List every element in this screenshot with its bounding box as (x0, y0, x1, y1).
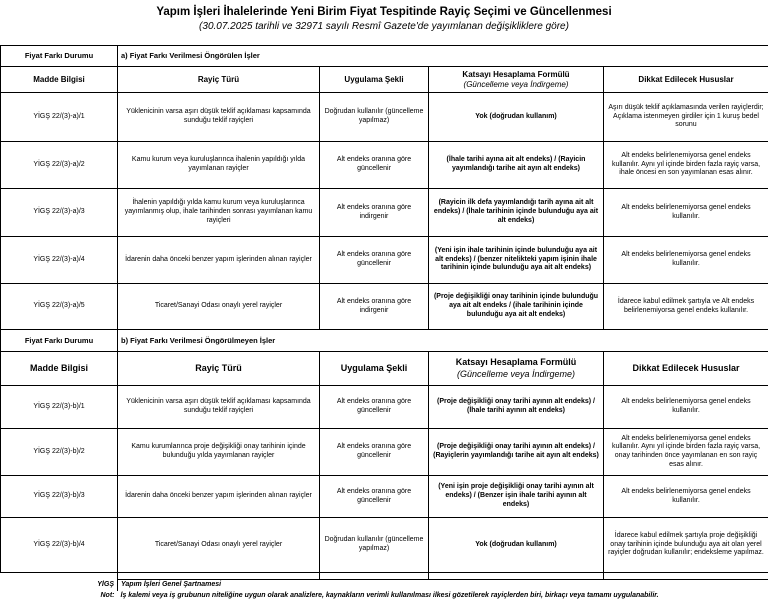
status-label: Fiyat Farkı Durumu (1, 46, 118, 67)
cell-dikkat: Alt endeks belirlenemiyorsa genel endeks kullanılır. Aynı yıl içinde birden fazla rayiç varsa, ihale öncesi en son yayımlanan esas alınır. (604, 142, 768, 189)
cell-rayic: Kamu kurumlarınca proje değişikliği onay tarihinin içinde bulunduğu yılda yayımlanan rayiçler (118, 429, 320, 476)
table-row (1, 189, 768, 237)
cell-uygulama: Alt endeks oranına göre indirgenir (320, 284, 429, 330)
cell-uygulama: Alt endeks oranına göre güncellenir (320, 476, 429, 518)
cell-rayic: İdarenin daha önceki benzer yapım işlerinden alınan rayiçler (118, 237, 320, 284)
table-row (1, 518, 768, 573)
cell-dikkat: İdarece kabul edilmek şartıyla ve Alt endeks belirlenemiyorsa genel endeks kullanılır. (604, 284, 768, 330)
status-label: Fiyat Farkı Durumu (1, 330, 118, 352)
cell-uygulama: Alt endeks oranına göre güncellenir (320, 386, 429, 429)
cell-formul: (Proje değişikliği onay tarihi ayının alt endeks) / (İhale tarihi ayının alt endeks) (429, 386, 604, 429)
glossary-row (1, 580, 768, 591)
cell-madde: YİGŞ 22/(3)-b)/3 (1, 476, 118, 518)
note-label: Not: (100, 592, 115, 600)
note-text: İş kalemi veya iş grubunun niteliğine uygun olarak analizlere, kaynakların verimli kullanılması ilkesi gözetilerek rayiçlerden biri, birkaçı veya tamamı uygulanabilir. (120, 592, 659, 600)
cell-madde: YİGŞ 22/(3)-a)/1 (1, 93, 118, 142)
cell-uygulama: Doğrudan kullanılır (güncelleme yapılmaz) (320, 518, 429, 573)
cell-formul: (Proje değişikliği onay tarihi ayının alt endeks) / (Rayiçlerin yayımlandığı tarihe ait ayın alt endeks) (429, 429, 604, 476)
cell-uygulama: Alt endeks oranına göre indirgenir (320, 189, 429, 237)
cell-formul: (Yeni işin proje değişikliği onay tarihi ayının alt endeks) / (Benzer işin ihale tarihi ayının alt endeks) (429, 476, 604, 518)
rayic-table (0, 45, 768, 603)
table-row (1, 429, 768, 476)
glossary-abbr: YİGŞ (1, 580, 118, 591)
col-header-formul-sub: (Güncelleme veya İndirgeme) (456, 368, 576, 379)
section-a-heading-row (1, 46, 768, 67)
cell-formul: Yok (doğrudan kullanım) (429, 93, 604, 142)
cell-madde: YİGŞ 22/(3)-a)/4 (1, 237, 118, 284)
col-header-dikkat: Dikkat Edilecek Hususlar (604, 67, 768, 93)
section-heading: b) Fiyat Farkı Verilmesi Öngörülmeyen İşler (118, 330, 768, 352)
cell-madde: YİGŞ 22/(3)-b)/1 (1, 386, 118, 429)
table-row (1, 237, 768, 284)
cell-dikkat: Aşırı düşük teklif açıklamasında verilen rayiçlerdir; Açıklama istenmeyen girdiler için 1 kuruş bedel sorunu (604, 93, 768, 142)
cell-rayic: Ticaret/Sanayi Odası onaylı yerel rayiçler (118, 518, 320, 573)
table-row (1, 93, 768, 142)
table-row (1, 386, 768, 429)
cell-dikkat: Alt endeks belirlenemiyorsa genel endeks kullanılır. (604, 386, 768, 429)
col-header-formul (429, 67, 604, 93)
table-row (1, 476, 768, 518)
cell-madde: YİGŞ 22/(3)-b)/2 (1, 429, 118, 476)
col-header-uygulama: Uygulama Şekli (320, 67, 429, 93)
section-b-header-row (1, 352, 768, 386)
cell-formul: (İhale tarihi ayına ait alt endeks) / (Rayicin yayımlandığı tarihe ait ayın alt endeks) (429, 142, 604, 189)
cell-formul: (Proje değişikliği onay tarihinin içinde bulunduğu aya ait alt endeks / (ihale tarihinin içinde bulunduğu aya ait alt endeks) (429, 284, 604, 330)
cell-rayic: İdarenin daha önceki benzer yapım işlerinden alınan rayiçler (118, 476, 320, 518)
cell-rayic: Yüklenicinin varsa aşırı düşük teklif açıklaması kapsamında sunduğu teklif rayiçleri (118, 386, 320, 429)
section-b-heading-row (1, 330, 768, 352)
cell-dikkat: Alt endeks belirlenemiyorsa genel endeks kullanılır. (604, 189, 768, 237)
cell-dikkat: Alt endeks belirlenemiyorsa genel endeks kullanılır. (604, 476, 768, 518)
col-header-formul-sub: (Güncelleme veya İndirgeme) (463, 79, 569, 89)
cell-formul: (Rayicin ilk defa yayımlandığı tarih ayına ait alt endeks) / (İhale tarihinin içinde bulunduğu aya ait alt endeks) (429, 189, 604, 237)
spacer-row (1, 573, 768, 580)
cell-uygulama: Alt endeks oranına göre güncellenir (320, 237, 429, 284)
col-header-formul (429, 352, 604, 386)
section-heading: a) Fiyat Farkı Verilmesi Öngörülen İşler (118, 46, 768, 67)
cell-dikkat: Alt endeks belirlenemiyorsa genel endeks kullanılır. (604, 237, 768, 284)
note-row (1, 591, 768, 603)
cell-dikkat: Alt endeks belirlenemiyorsa genel endeks kullanılır. Aynı yıl içinde birden fazla rayiç varsa, onay tarihinden önce yayımlanan en son rayiç esas alınır. (604, 429, 768, 476)
cell-rayic: Kamu kurum veya kuruluşlarınca ihalenin yapıldığı yılda yayımlanan rayiçler (118, 142, 320, 189)
cell-formul: Yok (doğrudan kullanım) (429, 518, 604, 573)
table-row (1, 284, 768, 330)
cell-uygulama: Alt endeks oranına göre güncellenir (320, 142, 429, 189)
cell-madde: YİGŞ 22/(3)-a)/2 (1, 142, 118, 189)
col-header-uygulama: Uygulama Şekli (320, 352, 429, 386)
cell-rayic: Yüklenicinin varsa aşırı düşük teklif açıklaması kapsamında sunduğu teklif rayiçleri (118, 93, 320, 142)
document-subtitle: (30.07.2025 tarihli ve 32971 sayılı Resmî Gazete'de yayımlanan değişikliklere göre) (199, 21, 569, 32)
cell-uygulama: Alt endeks oranına göre güncellenir (320, 429, 429, 476)
cell-dikkat: İdarece kabul edilmek şartıyla proje değişikliği onay tarihinin içinde bulunduğu aya ait olan yerel rayiçler doğrudan kullanılır; endeksleme yapılmaz. (604, 518, 768, 573)
cell-madde: YİGŞ 22/(3)-a)/3 (1, 189, 118, 237)
cell-uygulama: Doğrudan kullanılır (güncelleme yapılmaz) (320, 93, 429, 142)
col-header-formul-title: Katsayı Hesaplama Formülü (455, 357, 577, 368)
cell-madde: YİGŞ 22/(3)-b)/4 (1, 518, 118, 573)
document-title: Yapım İşleri İhalelerinde Yeni Birim Fiyat Tespitinde Rayiç Seçimi ve Güncellenmesi (156, 6, 612, 18)
cell-rayic: İhalenin yapıldığı yılda kamu kurum veya kuruluşlarınca yayımlanmış olup, ihale tarihinden sonrası yayımlanan kamu rayiçleri (118, 189, 320, 237)
col-header-madde: Madde Bilgisi (1, 352, 118, 386)
col-header-rayic: Rayiç Türü (118, 352, 320, 386)
cell-formul: (Yeni işin ihale tarihinin içinde bulunduğu aya ait alt endeks) / (benzer nitelikteki yapım işinin ihale tarihinin içinde bulunduğu aya ait alt endeks) (429, 237, 604, 284)
table-row (1, 142, 768, 189)
cell-rayic: Ticaret/Sanayi Odası onaylı yerel rayiçler (118, 284, 320, 330)
cell-madde: YİGŞ 22/(3)-a)/5 (1, 284, 118, 330)
col-header-rayic: Rayiç Türü (118, 67, 320, 93)
glossary-text: Yapım İşleri Genel Şartnamesi (121, 581, 222, 588)
section-a-header-row (1, 67, 768, 93)
col-header-madde: Madde Bilgisi (1, 67, 118, 93)
col-header-formul-title: Katsayı Hesaplama Formülü (462, 69, 570, 79)
col-header-dikkat: Dikkat Edilecek Hususlar (604, 352, 768, 386)
